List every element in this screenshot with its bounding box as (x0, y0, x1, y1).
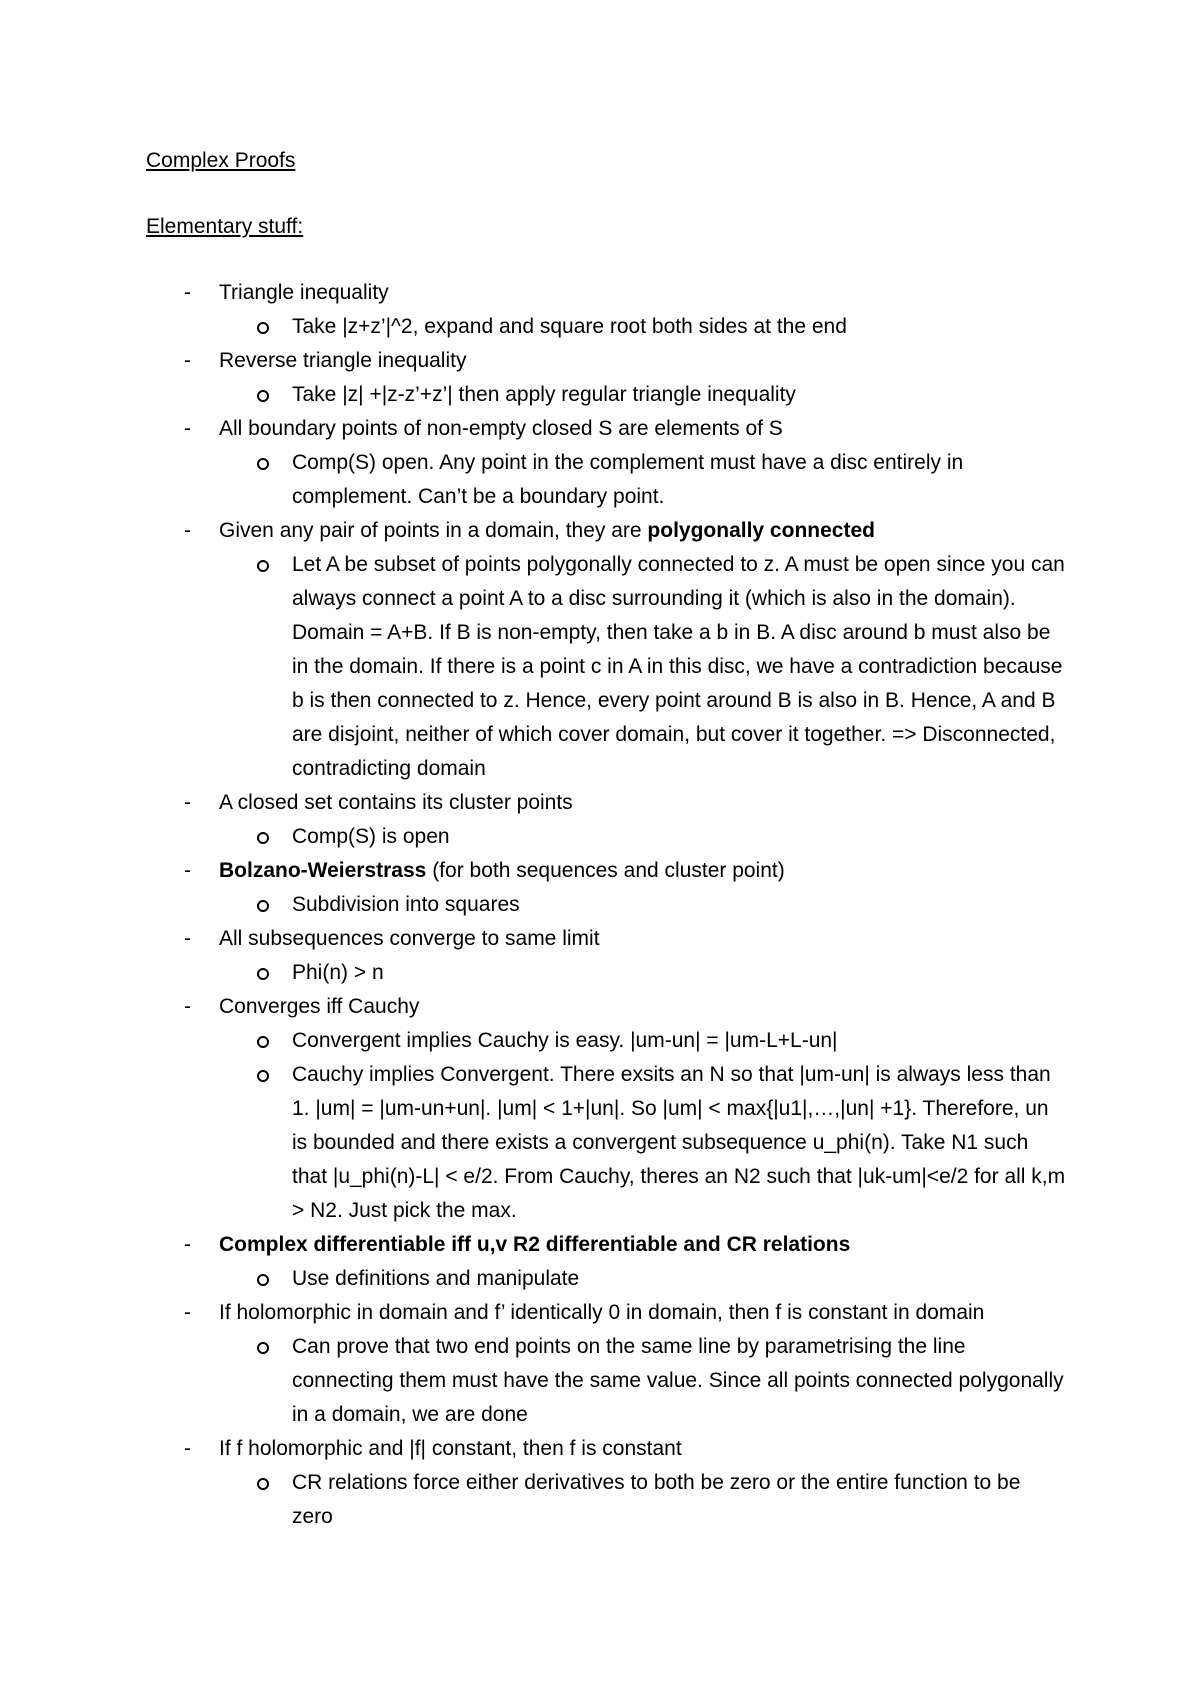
dash-bullet: - (184, 1233, 191, 1256)
item-text (219, 1432, 1066, 1466)
sub-item-text: Phi(n) > n (292, 961, 384, 984)
list-item (146, 786, 1066, 854)
item-text-bold: Complex differentiable iff u,v R2 differentiable and CR relations (219, 1233, 851, 1256)
circle-bullet-icon (257, 1478, 269, 1490)
item-text-bold: polygonally connected (647, 519, 875, 542)
circle-bullet-icon (257, 968, 269, 980)
item-text (219, 412, 1066, 446)
sub-list-item (219, 378, 1066, 412)
list-item (146, 1228, 1066, 1296)
section-heading: Elementary stuff: (146, 215, 304, 238)
item-text-plain: If holomorphic in domain and f’ identically 0 in domain, then f is constant in domain (219, 1301, 985, 1324)
item-text-bold: Bolzano-Weierstrass (219, 859, 427, 882)
sub-list-item (219, 310, 1066, 344)
item-text-plain: Triangle inequality (219, 281, 389, 304)
item-text (219, 276, 1066, 310)
circle-bullet-icon (257, 1070, 269, 1082)
circle-bullet-icon (257, 322, 269, 334)
item-text-plain: All boundary points of non-empty closed S are elements of S (219, 417, 783, 440)
sub-item-text: Cauchy implies Convergent. There exsits an N so that |um-un| is always less than 1. |um| = |um-un+un|. |um| < 1+|un|. So |um| < max{|u1|,…,|un| +1}. Therefore, un is bounded and there exists a convergent subsequence u_phi(n). Take N1 such that |u_phi(n)-L| < e/2. From Cauchy, theres an N2 such that |uk-um|<e/2 for all k,m > N2. Just pick the max. (292, 1063, 1066, 1222)
item-text (219, 1296, 1066, 1330)
dash-bullet: - (184, 281, 191, 304)
list-item (146, 412, 1066, 514)
sub-list-item (219, 548, 1066, 786)
sub-list-item (219, 446, 1066, 514)
circle-bullet-icon (257, 1342, 269, 1354)
item-text-plain: Given any pair of points in a domain, they are (219, 519, 648, 542)
item-text-plain: If f holomorphic and |f| constant, then f is constant (219, 1437, 682, 1460)
sub-list (219, 1024, 1066, 1228)
item-text (219, 854, 1066, 888)
sub-list-item (219, 820, 1066, 854)
sub-list-item (219, 1024, 1066, 1058)
sub-list (219, 378, 1066, 412)
dash-bullet: - (184, 927, 191, 950)
item-text-plain: All subsequences converge to same limit (219, 927, 600, 950)
dash-bullet: - (184, 1437, 191, 1460)
sub-item-text: Comp(S) open. Any point in the complement must have a disc entirely in complement. Can’t be a boundary point. (292, 451, 964, 508)
item-text (219, 1228, 1066, 1262)
sub-item-text: Can prove that two end points on the same line by parametrising the line connecting them must have the same value. Since all points connected polygonally in a domain, we are done (292, 1335, 1064, 1426)
sub-list-item (219, 888, 1066, 922)
item-text-plain: A closed set contains its cluster points (219, 791, 573, 814)
list-item (146, 922, 1066, 990)
sub-list-item (219, 956, 1066, 990)
sub-list (219, 1330, 1066, 1432)
sub-list (219, 1466, 1066, 1534)
dash-bullet: - (184, 417, 191, 440)
circle-bullet-icon (257, 900, 269, 912)
dash-bullet: - (184, 349, 191, 372)
item-text (219, 922, 1066, 956)
list-item (146, 276, 1066, 344)
sub-list (219, 820, 1066, 854)
sub-item-text: Use definitions and manipulate (292, 1267, 580, 1290)
sub-list (219, 1262, 1066, 1296)
proof-list (146, 276, 1066, 1534)
sub-item-text: Let A be subset of points polygonally connected to z. A must be open since you can always connect a point A to a disc surrounding it (which is also in the domain). Domain = A+B. If B is non-empty, then take a b in B. A disc around b must also be in the domain. If there is a point c in A in this disc, we have a contradiction because b is then connected to z. Hence, every point around B is also in B. Hence, A and B are disjoint, neither of which cover domain, but cover it together. => Disconnected, contradicting domain (292, 553, 1065, 780)
sub-list (219, 548, 1066, 786)
list-item (146, 344, 1066, 412)
dash-bullet: - (184, 791, 191, 814)
list-item (146, 990, 1066, 1228)
list-item (146, 1296, 1066, 1432)
sub-list-item (219, 1262, 1066, 1296)
sub-item-text: Subdivision into squares (292, 893, 520, 916)
sub-list-item (219, 1466, 1066, 1534)
sub-list (219, 310, 1066, 344)
item-text (219, 786, 1066, 820)
sub-list (219, 888, 1066, 922)
item-text (219, 990, 1066, 1024)
dash-bullet: - (184, 519, 191, 542)
sub-list (219, 956, 1066, 990)
document-page (146, 144, 1066, 1534)
item-text-plain: Reverse triangle inequality (219, 349, 467, 372)
sub-list-item (219, 1058, 1066, 1228)
item-text-plain: Converges iff Cauchy (219, 995, 420, 1018)
sub-item-text: Convergent implies Cauchy is easy. |um-un| = |um-L+L-un| (292, 1029, 838, 1052)
dash-bullet: - (184, 995, 191, 1018)
circle-bullet-icon (257, 390, 269, 402)
circle-bullet-icon (257, 560, 269, 572)
item-text (219, 514, 1066, 548)
circle-bullet-icon (257, 458, 269, 470)
sub-list (219, 446, 1066, 514)
list-item (146, 1432, 1066, 1534)
sub-item-text: Take |z| +|z-z’+z’| then apply regular triangle inequality (292, 383, 796, 406)
sub-item-text: CR relations force either derivatives to both be zero or the entire function to be zero (292, 1471, 1021, 1528)
list-item (146, 854, 1066, 922)
circle-bullet-icon (257, 1274, 269, 1286)
dash-bullet: - (184, 1301, 191, 1324)
sub-item-text: Comp(S) is open (292, 825, 450, 848)
circle-bullet-icon (257, 832, 269, 844)
sub-list-item (219, 1330, 1066, 1432)
dash-bullet: - (184, 859, 191, 882)
list-item (146, 514, 1066, 786)
item-text (219, 344, 1066, 378)
sub-item-text: Take |z+z’|^2, expand and square root both sides at the end (292, 315, 847, 338)
circle-bullet-icon (257, 1036, 269, 1048)
item-text-plain: (for both sequences and cluster point) (426, 859, 785, 882)
document-title: Complex Proofs (146, 149, 296, 172)
